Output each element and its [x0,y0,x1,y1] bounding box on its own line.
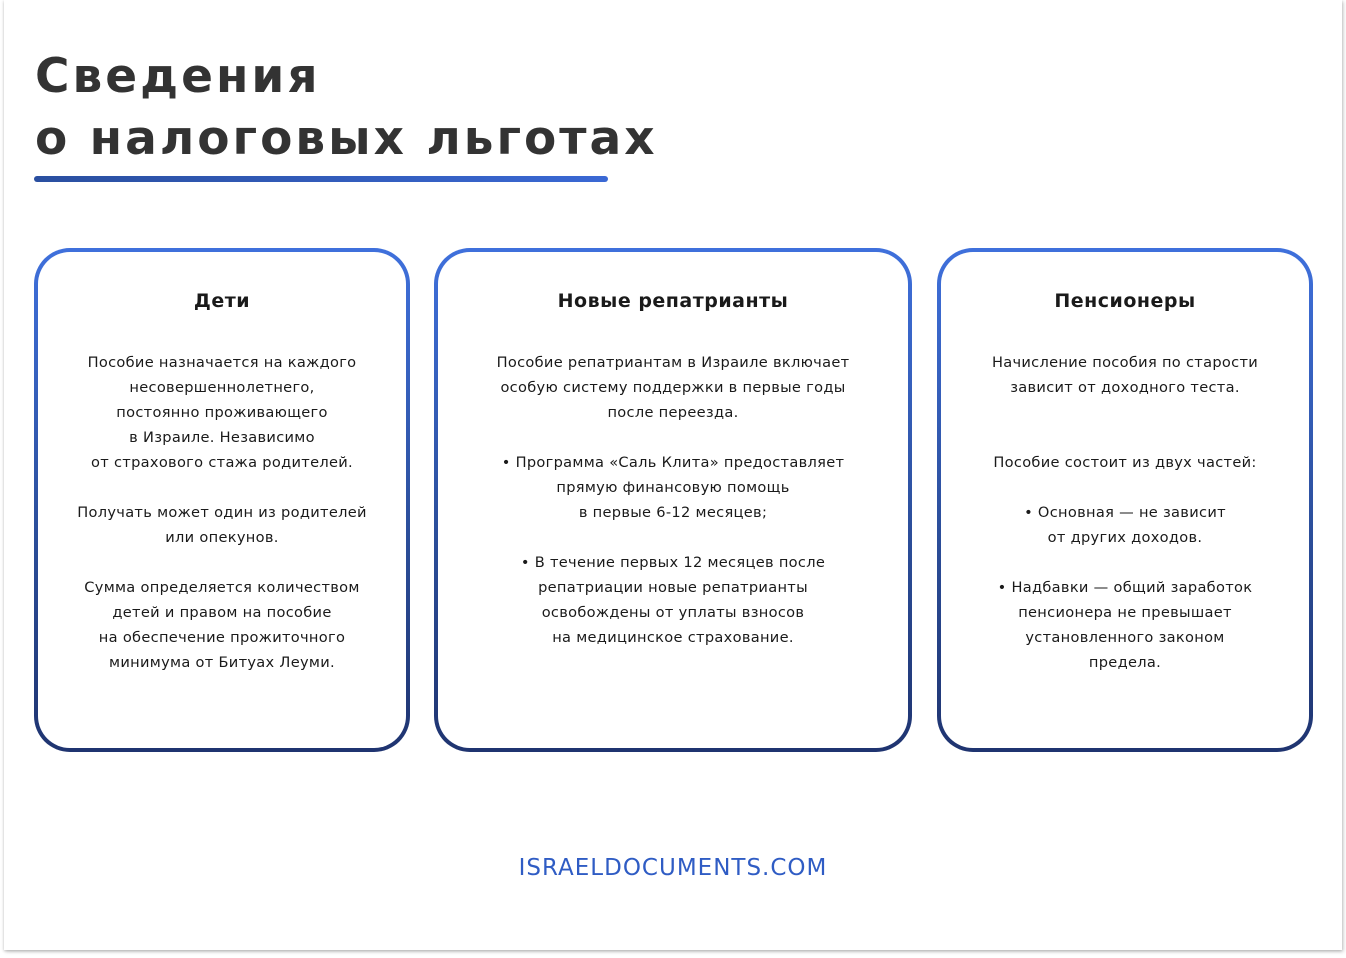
card-text-line: Пособие назначается на каждого [87,354,357,371]
card-text-line: после переезда. [607,404,739,421]
card-body [446,350,900,650]
card-text-line: от страхового стажа родителей. [90,454,353,471]
card-text-line: пенсионера не превышает [1018,604,1232,621]
paragraph-gap [46,550,398,575]
card-text-line: прямую финансовую помощь [556,479,790,496]
bullet-item-line: • Надбавки — общий заработок [997,579,1253,596]
card-text-line: установленного законом [1025,629,1225,646]
bullet-item-line: • Основная — не зависит [1024,504,1226,521]
card-text-line: Получать может один из родителей [77,504,367,521]
card-text-line: детей и правом на пособие [112,604,332,621]
paragraph-gap [46,475,398,500]
card-text-line: в первые 6-12 месяцев; [578,504,768,521]
card-text-line: особую систему поддержки в первые годы [500,379,846,396]
paragraph-gap [949,400,1301,450]
page-title-line-2: о налоговых льготах [35,111,658,166]
card-title: Пенсионеры [1054,290,1196,312]
card-text-line: или опекунов. [165,529,279,546]
card-text-line: от других доходов. [1047,529,1203,546]
card-body [949,350,1301,675]
card-text-line: на медицинское страхование. [552,629,794,646]
card-text-line: Пособие репатриантам в Израиле включает [496,354,850,371]
card-pensioners [937,248,1313,752]
card-text-line: Сумма определяется количеством [84,579,360,596]
card-text-line: постоянно проживающего [116,404,328,421]
paragraph-gap [446,525,900,550]
page-title-line-1: Сведения [35,49,321,104]
card-text-line: предела. [1088,654,1162,671]
page-title [35,46,658,170]
card-title: Новые репатрианты [557,290,789,312]
card-children [34,248,410,752]
card-body [46,350,398,675]
card-text-line: в Израиле. Независимо [129,429,315,446]
card-text-line: Начисление пособия по старости [991,354,1259,371]
card-text-line: репатриации новые репатрианты [538,579,808,596]
card-text-line: несовершеннолетнего, [129,379,315,396]
footer-site-url: ISRAELDOCUMENTS.COM [518,855,828,881]
title-underline [34,176,608,182]
card-title: Дети [193,290,251,312]
bullet-item-line: • В течение первых 12 месяцев после [520,554,826,571]
paragraph-gap [949,475,1301,500]
card-text-line: освобождены от уплаты взносов [541,604,805,621]
card-text-line: минимума от Битуах Леуми. [109,654,335,671]
document-page [4,0,1342,950]
bullet-item-line: • Программа «Саль Клита» предоставляет [501,454,845,471]
card-text-line: Пособие состоит из двух частей: [993,454,1257,471]
card-text-line: на обеспечение прожиточного [98,629,346,646]
paragraph-gap [949,550,1301,575]
card-new-repatriates [434,248,912,752]
card-text-line: зависит от доходного теста. [1010,379,1240,396]
paragraph-gap [446,425,900,450]
